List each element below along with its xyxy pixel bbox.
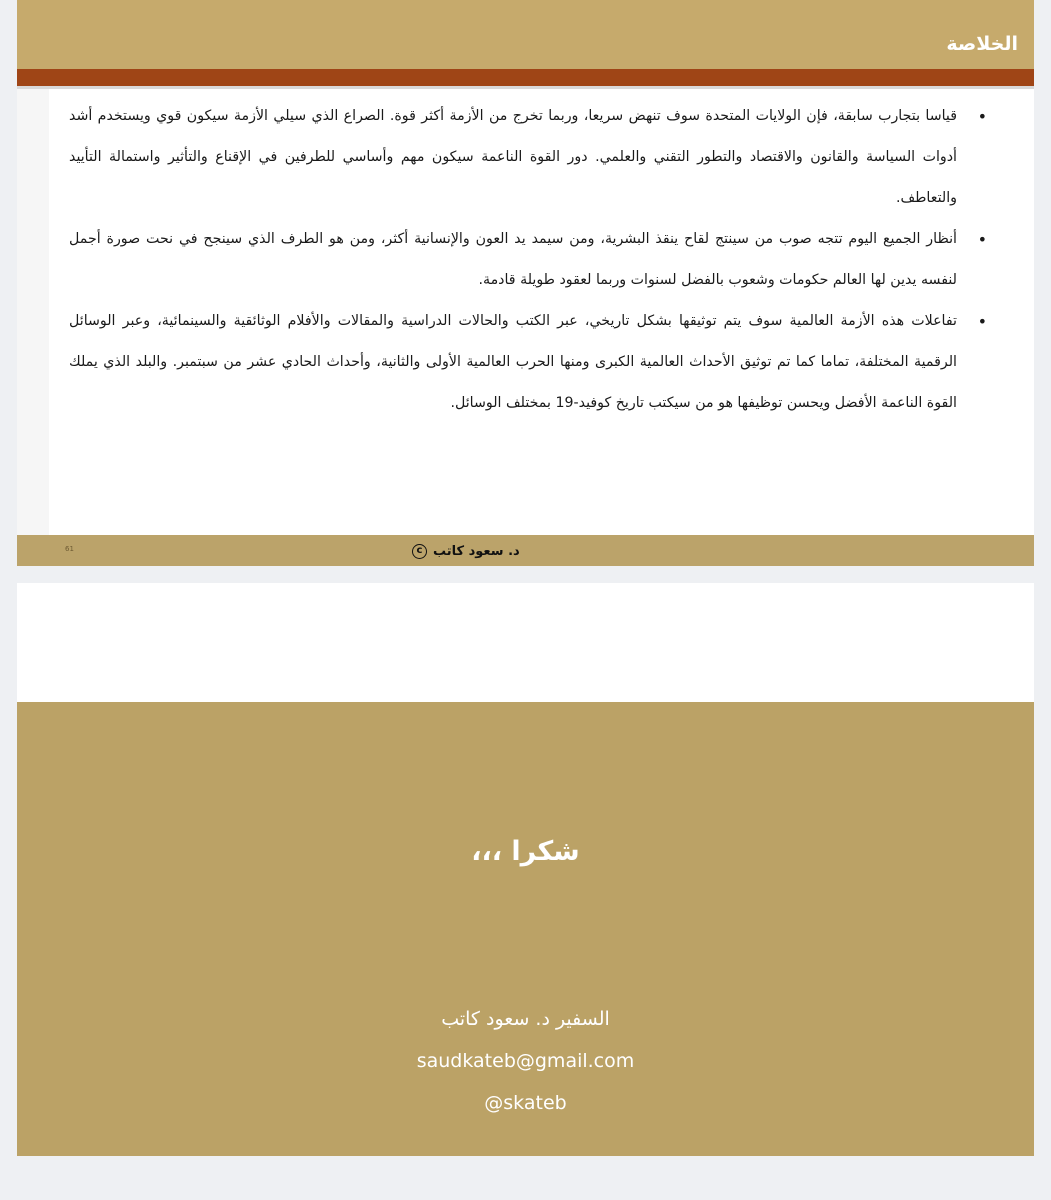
bullet-list — [69, 96, 989, 424]
thanks-heading: شكرا ،،، — [471, 836, 580, 867]
slide-footer-bar — [17, 535, 1034, 566]
footer-author — [412, 540, 520, 562]
header-divider — [17, 86, 1034, 89]
content-margin-shade — [17, 89, 49, 535]
bullet-text: أنظار الجميع اليوم تتجه صوب من سينتج لقاح ينقذ البشرية، ومن سيمد يد العون والإنسانية أكثر، ومن هو الطرف الذي سينجح في نحت صورة أجمل لنفسه يدين لها العالم حكومات وشعوب بالفضل لسنوات وربما لعقود طويلة قادمة. — [69, 231, 957, 288]
bullet-item — [69, 219, 989, 301]
slide-thanks — [17, 583, 1034, 1156]
slide-title: الخلاصة — [946, 33, 1018, 55]
bullet-text: قياسا بتجارب سابقة، فإن الولايات المتحدة سوف تنهض سريعا، وربما تخرج من الأزمة أكثر قوة. الصراع الذي سيلي الأزمة سيكون قوي ويستخدم أشد أدوات السياسة والقانون والاقتصاد والتطور التقني والعلمي. دور القوة الناعمة سيكون مهم وأساسي للطرفين في الإقناع والتأثير واستمالة التأييد والتعاطف. — [69, 108, 957, 206]
slide-page-number: 61 — [65, 545, 74, 553]
header-accent-band — [17, 69, 1034, 86]
slide-thanks-panel — [17, 702, 1034, 1156]
presenter-email: saudkateb@gmail.com — [416, 1050, 635, 1072]
bullet-text: تفاعلات هذه الأزمة العالمية سوف يتم توثيقها بشكل تاريخي، عبر الكتب والحالات الدراسية والمقالات والأفلام الوثائقية والسينمائية، وعبر الوسائل الرقمية المختلفة، تماما كما تم توثيق الأحداث العالمية الكبرى ومنها الحرب العالمية الأولى والثانية، وأحداث الحادي عشر من سبتمبر. والبلد الذي يملك القوة الناعمة الأفضل ويحسن توظيفها هو من سيكتب تاريخ كوفيد-19 بمختلف الوسائل. — [69, 313, 957, 411]
presenter-name: السفير د. سعود كاتب — [441, 1008, 610, 1030]
slide-top-blank — [17, 583, 1034, 702]
slide-header-bar — [17, 0, 1034, 69]
bullet-item — [69, 301, 989, 424]
copyright-icon: c — [412, 544, 427, 559]
author-name: د. سعود كاتب — [433, 543, 520, 559]
presenter-handle: @skateb — [484, 1092, 567, 1114]
bullet-item — [69, 96, 989, 219]
bullet-dot-icon: • — [977, 107, 987, 126]
bullet-dot-icon: • — [977, 312, 987, 331]
slide-conclusion — [17, 0, 1034, 566]
bullet-dot-icon: • — [977, 230, 987, 249]
